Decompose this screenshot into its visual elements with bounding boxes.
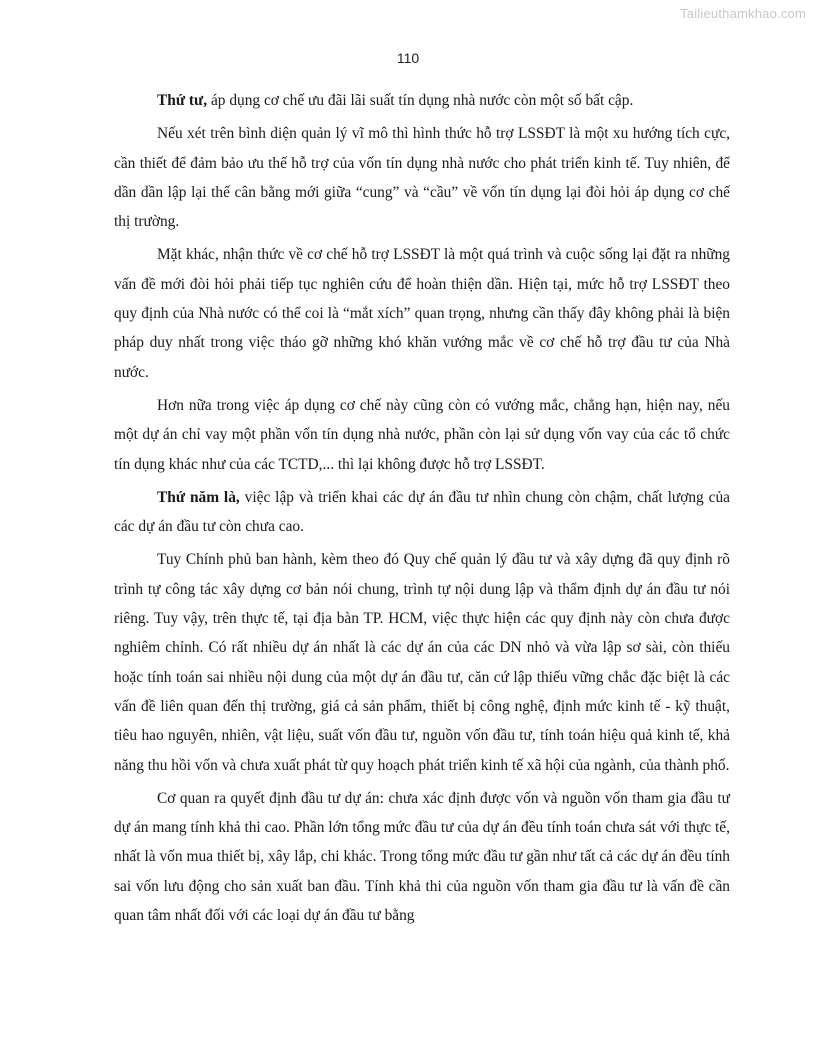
paragraph-3 [114,240,730,386]
paragraph-6 [114,545,730,779]
paragraph-5 [114,483,730,542]
paragraph-text: Nếu xét trên bình diện quản lý vĩ mô thì hình thức hỗ trợ LSSĐT là một xu hướng tích cực, cần thiết để đảm bảo ưu thế hỗ trợ của vốn tín dụng nhà nước cho phát triển kinh tế. Tuy nhiên, để dần dần lập lại thế cân bằng mới giữa “cung” và “cầu” về vốn tín dụng lại đòi hỏi áp dụng cơ chế thị trường. [114,125,730,231]
paragraph-1 [114,86,730,115]
paragraph-4 [114,391,730,479]
paragraph-lead: Thứ tư, [157,92,208,109]
paragraph-7 [114,784,730,930]
document-body [114,86,730,934]
paragraph-lead: Thứ năm là, [157,488,240,506]
paragraph-2 [114,119,730,236]
paragraph-text: Cơ quan ra quyết định đầu tư dự án: chưa xác định được vốn và nguồn vốn tham gia đầu tư dự án mang tính khả thi cao. Phần lớn tổng mức đầu tư của dự án đều tính toán chưa sát với thực tế, nhất là vốn mua thiết bị, xây lắp, chi khác. Trong tổng mức đầu tư gần như tất cả các dự án đều tính sai vốn lưu động cho sản xuất ban đầu. Tính khả thi của nguồn vốn tham gia đầu tư là vấn đề cần quan tâm nhất đối với các loại dự án đầu tư bằng [114,789,730,925]
paragraph-text: Mặt khác, nhận thức về cơ chế hỗ trợ LSSĐT là một quá trình và cuộc sống lại đặt ra những vấn đề mới đòi hỏi phải tiếp tục nghiên cứu để hoàn thiện dần. Hiện tại, mức hỗ trợ LSSĐT theo quy định của Nhà nước có thể coi là “mắt xích” quan trọng, nhưng cần thấy đây không phải là biện pháp duy nhất trong việc tháo gỡ những khó khăn vướng mắc về cơ chế hỗ trợ đầu tư của Nhà nước. [114,246,730,381]
paragraph-text: áp dụng cơ chế ưu đãi lãi suất tín dụng nhà nước còn một số bất cập. [207,92,634,109]
paragraph-text: việc lập và triển khai các dự án đầu tư nhìn chung còn chậm, chất lượng của các dự án đầu tư còn chưa cao. [114,488,730,536]
paragraph-text: Hơn nữa trong việc áp dụng cơ chế này cũng còn có vướng mắc, chẳng hạn, hiện nay, nếu một dự án chỉ vay một phần vốn tín dụng nhà nước, phần còn lại sử dụng vốn vay của các tổ chức tín dụng khác như của các TCTD,... thì lại không được hỗ trợ LSSĐT. [114,396,730,473]
paragraph-text: Tuy Chính phủ ban hành, kèm theo đó Quy chế quản lý đầu tư và xây dựng đã quy định rõ trình tự công tác xây dựng cơ bản nói chung, trình tự nội dung lập và thẩm định dự án đầu tư nói riêng. Tuy vậy, trên thực tế, tại địa bàn TP. HCM, việc thực hiện các quy định này còn chưa được nghiêm chỉnh. Có rất nhiều dự án nhất là các dự án của các DN nhỏ và vừa lập sơ sài, còn thiếu hoặc tính toán sai nhiều nội dung của một dự án đầu tư, căn cứ lập thiếu vững chắc đặc biệt là các vấn đề liên quan đến thị trường, giá cả sản phẩm, thiết bị công nghệ, định mức kinh tế - kỹ thuật, tiêu hao nguyên, nhiên, vật liệu, suất vốn đầu tư, nguồn vốn đầu tư, tính toán hiệu quả kinh tế, khả năng thu hồi vốn và chưa xuất phát từ quy hoạch phát triển kinh tế xã hội của ngành, của thành phố. [114,551,730,774]
page-number: 110 [396,50,420,66]
watermark-text: Tailieuthamkhao.com [680,6,806,21]
